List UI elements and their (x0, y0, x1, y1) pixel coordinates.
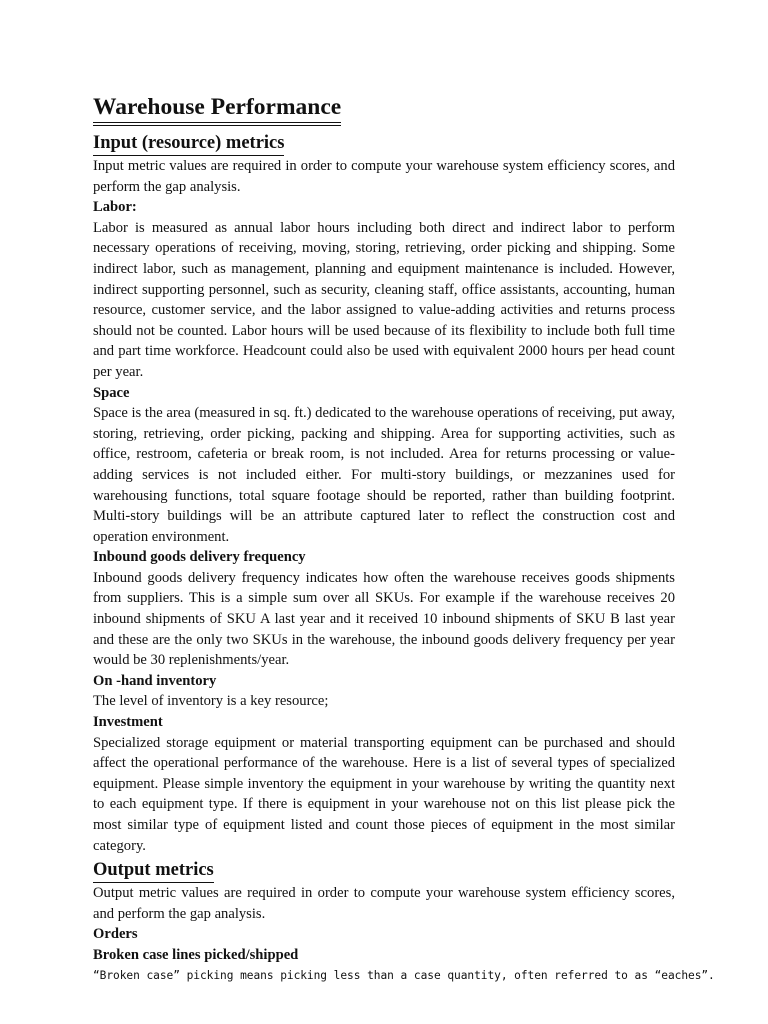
input-metrics-intro: Input metric values are required in order to compute your warehouse system efficiency scores, and perform the gap analysis. (93, 158, 675, 195)
inbound-paragraph: Inbound goods delivery frequency indicates how often the warehouse receives goods shipments from suppliers. This is a simple sum over all SKUs. For example if the warehouse receives 20 inbound shipments of SKU A last year and it received 10 inbound shipments of SKU B last year and these are the only two SKUs in the warehouse, the inbound goods delivery frequency per year would be 30 replenishments/year. (93, 569, 675, 669)
inbound-heading: Inbound goods delivery frequency (93, 549, 306, 566)
labor-heading: Labor: (93, 199, 137, 216)
labor-paragraph: Labor is measured as annual labor hours including both direct and indirect labor to perform necessary operations of receiving, moving, storing, retrieving, order picking and shipping. Some indirect labor, such as management, planning and equipment maintenance is included. However, indirect supporting personnel, such as security, cleaning staff, office assistants, accounting, human resource, customer service, and the labor assigned to value-adding activities and returns process should not be counted. Labor hours will be used because of its flexibility to include both full time and part time workforce. Headcount could also be used with equivalent 2000 hours per head count per year. (93, 219, 675, 380)
title-spacer (93, 128, 675, 129)
output-metrics-intro: Output metric values are required in order to compute your warehouse system efficiency scores, and perform the gap analysis. (93, 885, 675, 922)
input-metrics-heading: Input (resource) metrics (93, 131, 284, 156)
onhand-heading: On -hand inventory (93, 672, 217, 689)
investment-heading: Investment (93, 714, 163, 731)
onhand-paragraph: The level of inventory is a key resource; (93, 693, 329, 710)
document-page (93, 93, 715, 986)
space-paragraph: Space is the area (measured in sq. ft.) dedicated to the warehouse operations of receiving, put away, storing, retrieving, order picking, packing and shipping. Area for supporting activities, such as office, restroom, cafeteria or break room, is not included. Area for returns processing or value-adding services is not included either. For multi-story buildings, or mezzanines used for warehousing functions, total square footage should be reported, rather than building footprint. Multi-story buildings will be an attribute captured later to reflect the construction cost and operation environment. (93, 405, 675, 545)
broken-case-paragraph: “Broken case” picking means picking less than a case quantity, often referred to as “eaches”. (93, 968, 715, 982)
output-metrics-heading: Output metrics (93, 858, 214, 883)
document-title: Warehouse Performance (93, 93, 341, 123)
orders-heading: Orders (93, 926, 138, 943)
investment-paragraph: Specialized storage equipment or material transporting equipment can be purchased and should affect the operational performance of the warehouse. Here is a list of several types of specialized equipment. Please simple inventory the equipment in your warehouse by writing the quantity next to each equipment type. If there is equipment in your warehouse not on this list please pick the most similar type of equipment listed and count those pieces of equipment in the most similar category. (93, 734, 675, 854)
space-heading: Space (93, 384, 130, 401)
broken-case-heading: Broken case lines picked/shipped (93, 946, 299, 963)
